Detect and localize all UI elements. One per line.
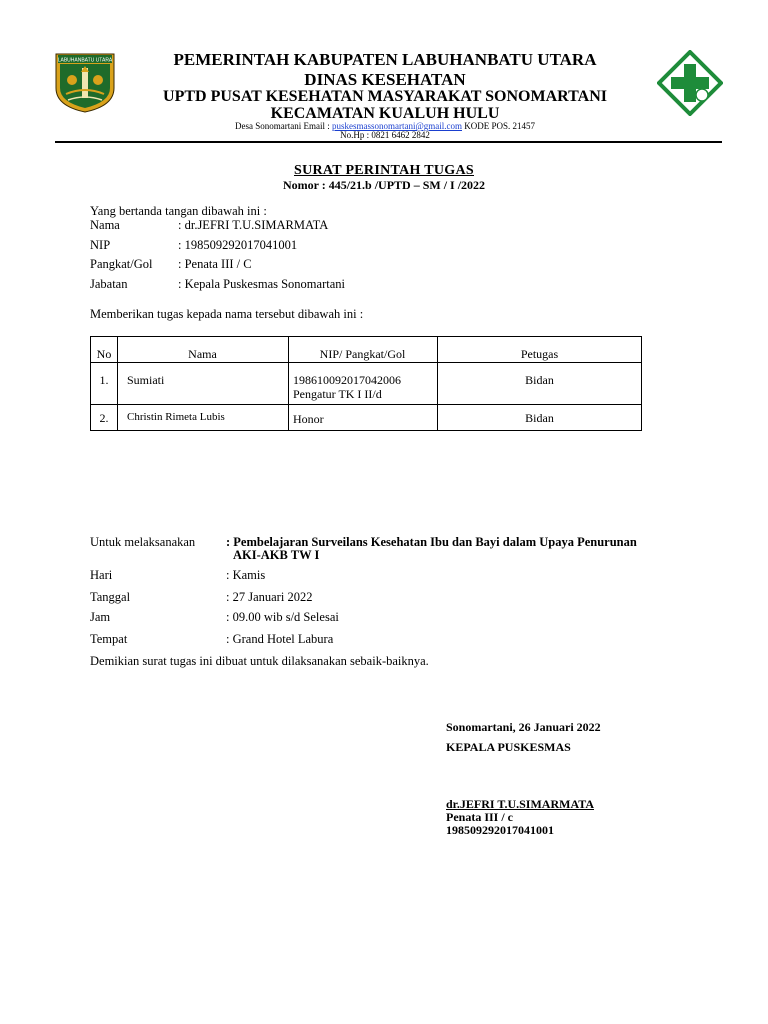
signatory-value-rank: : Penata III / C — [178, 257, 252, 271]
detail-value-time: : 09.00 wib s/d Selesai — [226, 610, 339, 624]
detail-value-place: : Grand Hotel Labura — [226, 632, 334, 646]
table-row-1-name: Sumiati — [127, 373, 165, 387]
signature-name: dr.JEFRI T.U.SIMARMATA — [446, 797, 595, 811]
signatory-value-name: : dr.JEFRI T.U.SIMARMATA — [178, 218, 329, 232]
table-row-2-name: Christin Rimeta Lubis — [127, 411, 225, 423]
purpose-label: Untuk melaksanakan — [90, 535, 196, 549]
signatory-label-nip: NIP — [90, 238, 111, 252]
detail-label-time: Jam — [90, 610, 111, 624]
signature-nip: 198509292017041001 — [446, 823, 554, 837]
email-link[interactable]: puskesmassonomartani@gmail.com — [331, 121, 462, 131]
intro-text: Yang bertanda tangan dibawah ini : — [90, 204, 267, 218]
letterhead-government: PEMERINTAH KABUPATEN LABUHANBATU UTARA — [173, 50, 597, 69]
regency-emblem-icon — [52, 50, 118, 114]
emblem-text: LABUHANBATU UTARA — [57, 57, 113, 64]
table-row-1-nip: 198610092017042006 — [293, 373, 401, 387]
detail-label-day: Hari — [90, 568, 113, 582]
table-row-2-nip: Honor — [293, 412, 324, 426]
signatory-value-position: : Kepala Puskesmas Sonomartani — [178, 277, 345, 291]
document-number: Nomor : 445/21.b /UPTD – SM / I /2022 — [282, 178, 486, 192]
purpose-value-cont: AKI-AKB TW I — [233, 548, 320, 562]
document-title: SURAT PERINTAH TUGAS — [293, 163, 474, 178]
table-header-role: Petugas — [520, 347, 559, 361]
signature-place-date: Sonomartani, 26 Januari 2022 — [446, 720, 601, 734]
signatory-label-name: Nama — [90, 218, 120, 232]
signature-position: KEPALA PUSKESMAS — [446, 740, 571, 754]
table-row-1-no: 1. — [99, 373, 109, 387]
letterhead-divider — [55, 141, 722, 143]
signatory-label-position: Jabatan — [90, 277, 128, 291]
postal-code: KODE POS. 21457 — [462, 121, 536, 131]
closing-text: Demikian surat tugas ini dibuat untuk dilaksanakan sebaik-baiknya. — [90, 654, 429, 668]
letterhead-phone: No.Hp : 0821 6462 2842 — [340, 130, 430, 140]
signature-rank: Penata III / c — [446, 810, 513, 824]
table-row-1-rank: Pengatur TK I II/d — [293, 387, 382, 401]
detail-label-date: Tanggal — [90, 590, 131, 604]
signatory-value-nip: : 198509292017041001 — [178, 238, 298, 252]
detail-value-date: : 27 Januari 2022 — [226, 590, 313, 604]
letterhead-district: KECAMATAN KUALUH HULU — [270, 105, 500, 122]
letterhead-department: DINAS KESEHATAN — [304, 70, 466, 89]
table-header-nip: NIP/ Pangkat/Gol — [319, 347, 406, 361]
detail-value-day: : Kamis — [226, 568, 266, 582]
table-row-2-no: 2. — [99, 411, 109, 425]
table-header-no: No — [96, 347, 112, 361]
assignment-intro: Memberikan tugas kepada nama tersebut dibawah ini : — [90, 307, 364, 321]
puskesmas-cross-icon — [657, 50, 723, 116]
table-header-name: Nama — [188, 347, 217, 361]
address-text: Desa Sonomartani Email : — [234, 121, 332, 131]
purpose-value: : Pembelajaran Surveilans Kesehatan Ibu dan Bayi dalam Upaya Penurunan — [226, 535, 637, 549]
table-row-1-role: Bidan — [525, 373, 554, 387]
assignee-table — [90, 336, 642, 431]
table-row-2-role: Bidan — [525, 411, 554, 425]
signatory-label-rank: Pangkat/Gol — [90, 257, 153, 271]
detail-label-place: Tempat — [90, 632, 128, 646]
letterhead-institution: UPTD PUSAT KESEHATAN MASYARAKAT SONOMARTANI — [163, 88, 607, 105]
